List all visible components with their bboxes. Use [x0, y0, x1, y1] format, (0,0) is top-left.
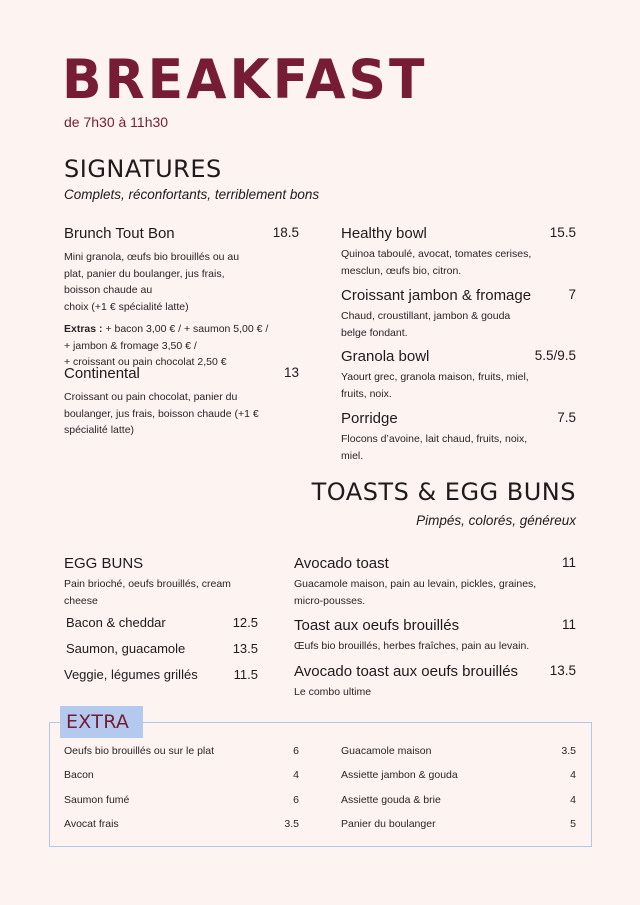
menu-item-continental [64, 364, 299, 439]
item-name: EGG BUNS [64, 555, 144, 572]
section-subtitle-toasts: Pimpés, colorés, généreux [416, 513, 576, 528]
desc-line: Chaud, croustillant, jambon & gouda [341, 310, 511, 322]
menu-item-toast-oeufs-brouilles [294, 616, 576, 655]
extra-item-price: 4 [570, 794, 576, 806]
item-price: 12.5 [232, 615, 258, 630]
item-price: 11.5 [233, 667, 258, 682]
desc-line: Quinoa taboulé, avocat, tomates cerises, [341, 248, 532, 260]
extra-item-price: 5 [570, 818, 576, 830]
desc-line: Croissant ou pain chocolat, panier du [64, 391, 238, 403]
item-description [341, 431, 576, 464]
extra-item-price: 6 [293, 745, 299, 757]
section-title-toasts: TOASTS & EGG BUNS [311, 478, 576, 506]
extras-line: + jambon & fromage 3,50 € / [64, 339, 197, 352]
desc-line: cheese [64, 594, 98, 607]
item-price: 13.5 [549, 663, 576, 678]
extra-item [64, 744, 299, 758]
desc-line: plat, panier du boulanger, jus frais, [64, 267, 225, 280]
item-price: 7 [568, 287, 576, 302]
egg-buns-group [64, 554, 264, 609]
item-price: 7.5 [557, 410, 576, 425]
desc-line: boulanger, jus frais, boisson chaude (+1 € [64, 407, 259, 420]
extra-item [64, 793, 299, 807]
item-description [294, 684, 576, 701]
extra-item-name: Assiette gouda & brie [341, 794, 441, 806]
egg-bun-bacon-cheddar [66, 614, 258, 632]
extra-item-price: 3.5 [284, 818, 299, 830]
extra-item [341, 768, 576, 782]
extra-item-price: 4 [293, 769, 299, 781]
menu-item-porridge [341, 409, 576, 464]
egg-bun-veggie [64, 666, 258, 684]
desc-line: boisson chaude au [64, 284, 153, 296]
item-price: 13.5 [232, 641, 258, 656]
desc-line: mesclun, œufs bio, citron. [341, 264, 462, 277]
item-description [294, 638, 576, 655]
desc-line: miel. [341, 449, 364, 462]
item-price: 13 [283, 365, 299, 380]
item-name: Bacon & cheddar [66, 615, 166, 630]
desc-line: Yaourt grec, granola maison, fruits, miel, [341, 371, 529, 383]
item-price: 11 [561, 555, 576, 570]
item-name: Brunch Tout Bon [64, 225, 175, 242]
extra-item-name: Guacamole maison [341, 745, 432, 757]
extra-item-price: 3.5 [561, 745, 576, 757]
extra-item-name: Avocat frais [64, 818, 119, 830]
menu-item-avocado-toast-oeufs [294, 662, 576, 701]
extras-line: + bacon 3,00 € / + saumon 5,00 € / [102, 323, 269, 335]
opening-hours: de 7h30 à 11h30 [64, 114, 169, 130]
item-description [64, 389, 299, 439]
menu-item-brunch-tout-bon [64, 224, 299, 371]
extra-item-name: Saumon fumé [64, 794, 130, 806]
extra-item-name: Bacon [64, 769, 94, 781]
item-description [341, 369, 576, 402]
extra-item-name: Assiette jambon & gouda [341, 769, 458, 781]
item-price: 15.5 [549, 225, 576, 240]
desc-line: Flocons d’avoine, lait chaud, fruits, noix, [341, 433, 528, 445]
desc-line: Guacamole maison, pain au levain, pickles, graines, [294, 578, 537, 590]
desc-line: belge fondant. [341, 326, 408, 339]
item-name: Porridge [341, 410, 398, 427]
item-name: Avocado toast aux oeufs brouillés [294, 663, 519, 680]
desc-line: micro-pousses. [294, 594, 366, 607]
extra-item [64, 817, 299, 831]
extra-section-title: EXTRA [60, 706, 143, 738]
desc-line: Mini granola, œufs bio brouillés ou au [64, 251, 240, 263]
desc-line: Le combo ultime [294, 686, 372, 698]
item-name: Toast aux oeufs brouillés [294, 617, 460, 634]
item-name: Healthy bowl [341, 225, 427, 242]
item-name: Continental [64, 365, 140, 382]
extra-item [341, 744, 576, 758]
section-title-signatures: SIGNATURES [64, 155, 222, 183]
item-name: Veggie, légumes grillés [64, 667, 198, 682]
extra-item [341, 817, 576, 831]
desc-line: Pain brioché, oeufs brouillés, cream [64, 578, 231, 590]
extra-item-name: Oeufs bio brouillés ou sur le plat [64, 745, 214, 757]
section-subtitle-signatures: Complets, réconfortants, terriblement bons [64, 187, 320, 202]
item-description [64, 249, 299, 315]
extra-item-price: 4 [570, 769, 576, 781]
menu-item-healthy-bowl [341, 224, 576, 279]
extras-line: + croissant ou pain chocolat 2,50 € [64, 356, 227, 368]
extra-item-price: 6 [293, 794, 299, 806]
extra-item [64, 768, 299, 782]
item-description [341, 308, 576, 341]
desc-line: Œufs bio brouillés, herbes fraîches, pain au levain. [294, 640, 530, 652]
item-description [64, 576, 264, 609]
item-name: Granola bowl [341, 348, 430, 365]
page-title: BREAKFAST [62, 48, 428, 112]
item-description [294, 576, 576, 609]
egg-bun-saumon-guacamole [66, 640, 258, 658]
menu-item-granola-bowl [341, 347, 576, 402]
extra-item [341, 793, 576, 807]
desc-line: spécialité latte) [64, 424, 135, 436]
item-description [341, 246, 576, 279]
menu-item-croissant-jambon-fromage [341, 286, 576, 341]
menu-item-avocado-toast [294, 554, 576, 609]
desc-line: choix (+1 € spécialité latte) [64, 300, 189, 313]
desc-line: fruits, noix. [341, 387, 392, 400]
item-name: Avocado toast [294, 555, 389, 572]
item-price: 5.5/9.5 [534, 348, 576, 363]
item-name: Croissant jambon & fromage [341, 287, 532, 304]
extra-item-name: Panier du boulanger [341, 818, 436, 830]
item-price: 18.5 [272, 225, 299, 240]
item-name: Saumon, guacamole [66, 641, 186, 656]
item-price: 11 [561, 617, 576, 632]
extras-label: Extras : [64, 323, 103, 335]
